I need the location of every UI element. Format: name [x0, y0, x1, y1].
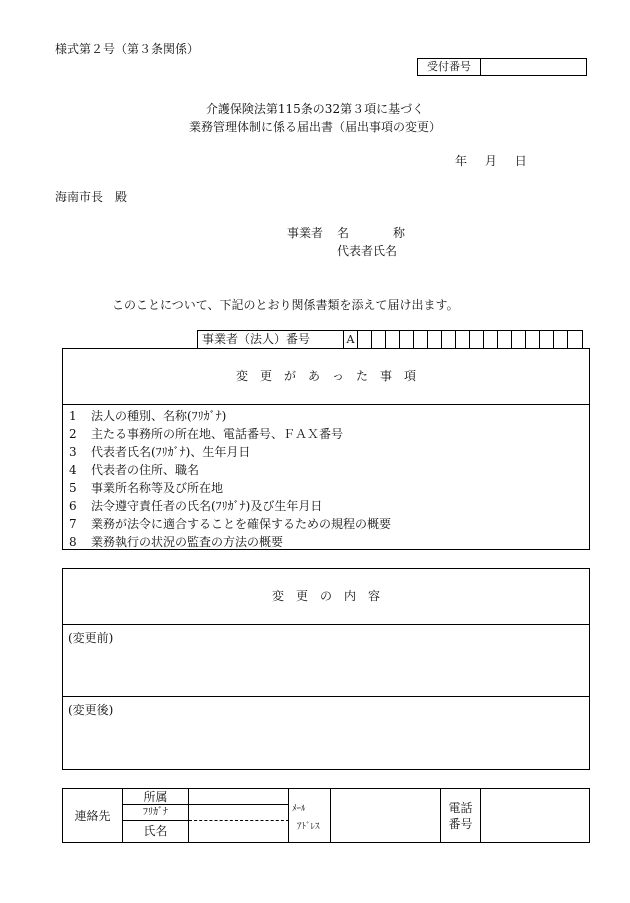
form-number-label: 様式第２号（第３条関係）: [55, 42, 200, 56]
statement-text: このことについて、下記のとおり関係書類を添えて届け出ます。: [112, 298, 459, 312]
entity-number-digit[interactable]: [484, 331, 498, 348]
entity-number-digit[interactable]: [414, 331, 428, 348]
email-label-line-1: ﾒｰﾙ: [292, 804, 306, 814]
name-label-char-1: 名: [337, 226, 350, 240]
item-number: 2: [69, 427, 77, 441]
date-field: [455, 152, 527, 169]
item-number: 3: [69, 445, 77, 459]
email-label: [289, 789, 331, 842]
list-item[interactable]: [69, 407, 589, 425]
entity-number-digit[interactable]: [526, 331, 540, 348]
list-item[interactable]: [69, 533, 589, 551]
entity-number-digit[interactable]: [498, 331, 512, 348]
list-item[interactable]: [69, 479, 589, 497]
entity-number-row: [197, 330, 583, 348]
email-field[interactable]: [331, 789, 441, 842]
receipt-number-box: [417, 58, 587, 76]
receipt-number-field[interactable]: [481, 59, 586, 75]
change-content-table: [62, 568, 590, 770]
applicant-name-label: [337, 224, 405, 241]
name-label: 氏名: [123, 821, 189, 842]
phone-label-line-2: 番号: [448, 816, 473, 831]
item-text: 法令遵守責任者の氏名(ﾌﾘｶﾞﾅ)及び生年月日: [91, 499, 323, 513]
item-text: 業務が法令に適合することを確保するための規程の概要: [91, 517, 392, 531]
item-number: 7: [69, 517, 77, 531]
list-item[interactable]: [69, 497, 589, 515]
item-text: 代表者氏名(ﾌﾘｶﾞﾅ)、生年月日: [91, 445, 251, 459]
item-number: 8: [69, 535, 77, 549]
changed-items-table: [62, 348, 590, 550]
entity-number-digit[interactable]: [470, 331, 484, 348]
entity-number-digit[interactable]: [386, 331, 400, 348]
entity-number-digit[interactable]: [400, 331, 414, 348]
changed-items-list: [63, 405, 589, 551]
entity-number-digit[interactable]: [456, 331, 470, 348]
entity-number-digit[interactable]: [568, 331, 582, 348]
item-text: 法人の種別、名称(ﾌﾘｶﾞﾅ): [91, 409, 227, 423]
furigana-field[interactable]: [189, 805, 289, 821]
phone-label-line-1: 電話: [448, 800, 473, 815]
changed-items-header: 変 更 が あ っ た 事 項: [63, 349, 589, 405]
title-line-2: 業務管理体制に係る届出書（届出事項の変更）: [188, 120, 441, 134]
affiliation-field[interactable]: [189, 789, 289, 805]
item-number: 4: [69, 463, 77, 477]
item-text: 主たる事務所の所在地、電話番号、ＦＡＸ番号: [91, 427, 344, 441]
contact-table: [62, 788, 590, 843]
entity-number-digit[interactable]: [372, 331, 386, 348]
name-label-char-2: 称: [393, 226, 406, 240]
item-text: 事業所名称等及び所在地: [91, 481, 224, 495]
change-content-header: 変 更 の 内 容: [63, 569, 589, 625]
before-change-label: (変更前): [68, 631, 114, 645]
entity-number-digit[interactable]: [540, 331, 554, 348]
addressee: 海南市長 殿: [55, 190, 128, 204]
item-text: 代表者の住所、職名: [91, 463, 200, 477]
list-item[interactable]: [69, 425, 589, 443]
name-field[interactable]: [189, 821, 289, 842]
before-change-field[interactable]: [63, 625, 589, 697]
applicant-label: 事業者: [287, 226, 324, 240]
entity-number-prefix: A: [344, 331, 358, 348]
contact-label: 連絡先: [63, 789, 123, 842]
list-item[interactable]: [69, 515, 589, 533]
furigana-label: ﾌﾘｶﾞﾅ: [123, 805, 189, 821]
date-year-label: 年: [455, 154, 468, 168]
after-change-field[interactable]: [63, 697, 589, 722]
receipt-number-label: 受付番号: [418, 59, 481, 75]
entity-number-label: 事業者（法人）番号: [198, 331, 344, 348]
entity-number-digit[interactable]: [428, 331, 442, 348]
item-number: 5: [69, 481, 77, 495]
email-label-line-2: ｱﾄﾞﾚｽ: [297, 822, 320, 832]
representative-name-label: 代表者氏名: [337, 244, 398, 258]
after-change-label: (変更後): [68, 703, 114, 717]
list-item[interactable]: [69, 461, 589, 479]
item-text: 業務執行の状況の監査の方法の概要: [91, 535, 284, 549]
entity-number-digit[interactable]: [512, 331, 526, 348]
affiliation-label: 所属: [123, 789, 189, 805]
entity-number-digit[interactable]: [554, 331, 568, 348]
phone-label: [441, 789, 481, 842]
entity-number-digit[interactable]: [442, 331, 456, 348]
item-number: 1: [69, 409, 77, 423]
list-item[interactable]: [69, 443, 589, 461]
item-number: 6: [69, 499, 77, 513]
entity-number-digit[interactable]: [358, 331, 372, 348]
phone-field[interactable]: [481, 789, 589, 842]
date-day-label: 日: [514, 154, 527, 168]
date-month-label: 月: [484, 154, 497, 168]
title-line-1: 介護保険法第115条の32第３項に基づく: [205, 102, 425, 116]
